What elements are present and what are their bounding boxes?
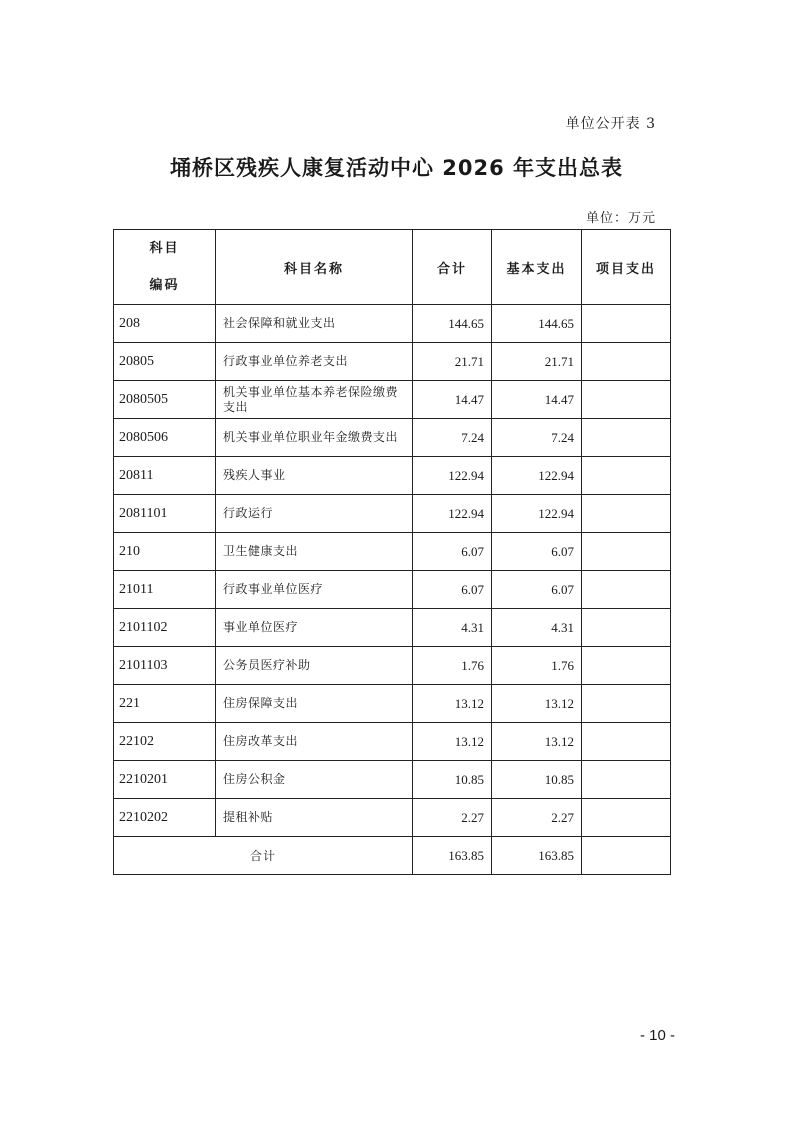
row-total: 2.27 — [413, 799, 492, 837]
row-project — [582, 419, 671, 457]
row-project — [582, 799, 671, 837]
row-code: 20811 — [114, 457, 216, 495]
row-total: 6.07 — [413, 571, 492, 609]
summary-basic: 163.85 — [492, 837, 582, 875]
row-code: 22102 — [114, 723, 216, 761]
row-basic: 7.24 — [492, 419, 582, 457]
row-total: 21.71 — [413, 343, 492, 381]
row-basic: 122.94 — [492, 457, 582, 495]
table-row — [114, 799, 671, 837]
row-basic: 122.94 — [492, 495, 582, 533]
row-basic: 2.27 — [492, 799, 582, 837]
row-project — [582, 609, 671, 647]
summary-row — [114, 837, 671, 875]
row-project — [582, 305, 671, 343]
table-row — [114, 305, 671, 343]
summary-label: 合计 — [114, 837, 413, 875]
row-project — [582, 723, 671, 761]
row-name: 残疾人事业 — [216, 457, 413, 495]
table-header-row — [114, 230, 671, 305]
row-name: 社会保障和就业支出 — [216, 305, 413, 343]
row-project — [582, 685, 671, 723]
header-basic: 基本支出 — [492, 230, 582, 305]
row-total: 13.12 — [413, 685, 492, 723]
row-total: 13.12 — [413, 723, 492, 761]
row-basic: 14.47 — [492, 381, 582, 419]
table-row — [114, 647, 671, 685]
row-name: 住房保障支出 — [216, 685, 413, 723]
row-name: 住房公积金 — [216, 761, 413, 799]
row-basic: 144.65 — [492, 305, 582, 343]
row-project — [582, 343, 671, 381]
header-total: 合计 — [413, 230, 492, 305]
row-project — [582, 533, 671, 571]
table-tag: 单位公开表 3 — [565, 116, 656, 132]
row-total: 7.24 — [413, 419, 492, 457]
row-code: 2210201 — [114, 761, 216, 799]
row-name: 事业单位医疗 — [216, 609, 413, 647]
header-code-line1: 科目 — [149, 241, 180, 256]
table-row — [114, 571, 671, 609]
table-row — [114, 609, 671, 647]
row-name: 行政事业单位养老支出 — [216, 343, 413, 381]
row-project — [582, 381, 671, 419]
row-name: 卫生健康支出 — [216, 533, 413, 571]
table-row — [114, 419, 671, 457]
unit-label: 单位：万元 — [585, 211, 656, 226]
row-total: 4.31 — [413, 609, 492, 647]
table-row — [114, 381, 671, 419]
row-project — [582, 457, 671, 495]
row-code: 221 — [114, 685, 216, 723]
table-body — [114, 305, 671, 875]
row-name: 行政运行 — [216, 495, 413, 533]
row-basic: 1.76 — [492, 647, 582, 685]
row-project — [582, 571, 671, 609]
row-name: 行政事业单位医疗 — [216, 571, 413, 609]
summary-project — [582, 837, 671, 875]
row-code: 2101103 — [114, 647, 216, 685]
table-row — [114, 533, 671, 571]
row-total: 1.76 — [413, 647, 492, 685]
row-code: 21011 — [114, 571, 216, 609]
row-basic: 13.12 — [492, 685, 582, 723]
row-code: 2081101 — [114, 495, 216, 533]
row-basic: 6.07 — [492, 571, 582, 609]
header-code-line2: 编码 — [149, 278, 180, 293]
row-total: 122.94 — [413, 457, 492, 495]
table-row — [114, 761, 671, 799]
row-code: 2080505 — [114, 381, 216, 419]
row-name: 提租补贴 — [216, 799, 413, 837]
row-project — [582, 761, 671, 799]
header-project: 项目支出 — [582, 230, 671, 305]
row-project — [582, 647, 671, 685]
page-number: - 10 - — [639, 1027, 675, 1044]
row-name: 机关事业单位基本养老保险缴费支出 — [216, 381, 413, 419]
row-basic: 4.31 — [492, 609, 582, 647]
expenditure-table — [113, 229, 671, 875]
row-name: 公务员医疗补助 — [216, 647, 413, 685]
row-name: 机关事业单位职业年金缴费支出 — [216, 419, 413, 457]
row-code: 2210202 — [114, 799, 216, 837]
table-row — [114, 685, 671, 723]
row-total: 122.94 — [413, 495, 492, 533]
summary-total: 163.85 — [413, 837, 492, 875]
table-row — [114, 457, 671, 495]
header-code — [114, 230, 216, 305]
row-total: 6.07 — [413, 533, 492, 571]
row-code: 20805 — [114, 343, 216, 381]
row-basic: 21.71 — [492, 343, 582, 381]
row-total: 144.65 — [413, 305, 492, 343]
row-basic: 13.12 — [492, 723, 582, 761]
row-code: 210 — [114, 533, 216, 571]
row-code: 2080506 — [114, 419, 216, 457]
row-project — [582, 495, 671, 533]
row-basic: 10.85 — [492, 761, 582, 799]
row-total: 14.47 — [413, 381, 492, 419]
page-title: 埇桥区残疾人康复活动中心 2026 年支出总表 — [169, 156, 624, 180]
row-code: 2101102 — [114, 609, 216, 647]
row-basic: 6.07 — [492, 533, 582, 571]
row-total: 10.85 — [413, 761, 492, 799]
row-code: 208 — [114, 305, 216, 343]
row-name: 住房改革支出 — [216, 723, 413, 761]
table-row — [114, 343, 671, 381]
header-name: 科目名称 — [216, 230, 413, 305]
table-row — [114, 495, 671, 533]
table-row — [114, 723, 671, 761]
